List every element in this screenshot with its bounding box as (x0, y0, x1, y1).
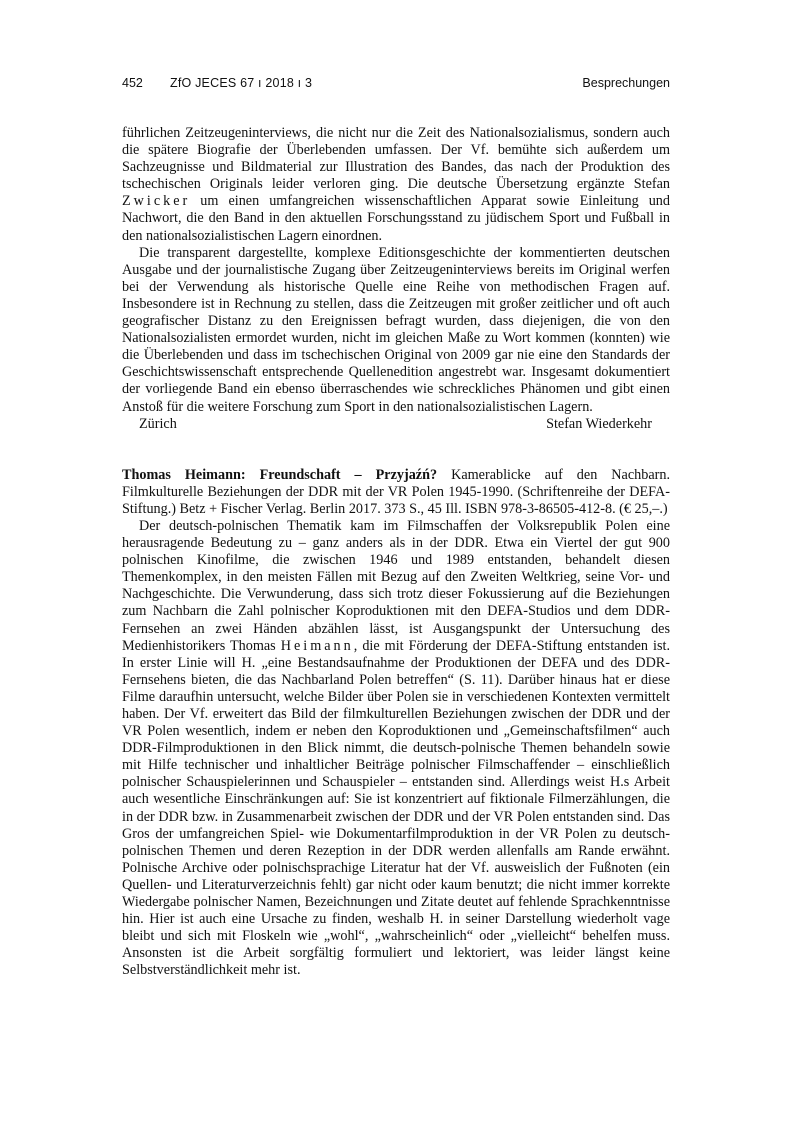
reviewer-name: Stefan Wiederkehr (546, 415, 652, 432)
paragraph: führlichen Zeitzeugeninterviews, die nicht nur die Zeit des Nationalsozialismus, sondern auch die spätere Biografie der Überlebenden umfassen. Der Vf. bemühte sich außerdem um Sachzeugnisse und Bildmaterial zur Illustration des Bandes, das nach der Produktion des tschechischen Originals leider verloren ging. Die deutsche Übersetzung ergänzte Stefan Zwicker um einen umfangreichen wissenschaftlichen Apparat sowie Einleitung und Nachwort, die den Band in den aktuellen Forschungsstand zu jüdischem Sport und Fußball in den nationalsozialistischen Lagern einordnen. (122, 125, 670, 244)
journal-name: ZfO JECES 67 ı 2018 ı 3 (170, 76, 313, 90)
review-citation (122, 467, 670, 518)
review-title: Thomas Heimann: Freundschaft – Przyjaźń? (122, 466, 438, 483)
section-title: Besprechungen (582, 76, 670, 90)
review-bibliographic-info: Kamerablicke auf den Nachbarn. Filmkulturelle Beziehungen der DDR mit der VR Polen 1945-1990. (Schriftenreihe der DEFA-Stiftung.) Betz + Fischer Verlag. Berlin 2017. 373 S., 45 Ill. ISBN 978-3-86505-412-8. (€ 25,–.) (122, 466, 670, 517)
paragraph: Die transparent dargestellte, komplexe Editionsgeschichte der kommentierten deutschen Ausgabe und der journalistische Zugang über Zeitzeugeninterviews bereits im Original werfen bei der Verwendung als historische Quelle eine Reihe von methodischen Fragen auf. Insbesondere ist in Rechnung zu stellen, dass die Zeitzeugen mit großer zeitlicher und oft auch geografischer Distanz zu den Ereignissen befragt wurden, dass diejenigen, die von den Nationalsozialisten ermordet wurden, nicht im gleichen Maße zu Wort kommen (konnten) wie die Überlebenden und dass im tschechischen Original von 2009 gar nie eine den Standards der Geschichtswissenschaft entsprechende Quellenedition angestrebt war. Insgesamt dokumentiert der vorliegende Band ein ebenso überraschendes wie schreckliches Phänomen und gibt einen Anstoß für die weitere Forschung zum Sport in den nationalsozialistischen Lagern. (122, 244, 670, 415)
reviewer-signature (122, 416, 670, 433)
spaced-name: Zwicker (122, 193, 191, 210)
spaced-name: Heimann (280, 637, 354, 654)
article-body (122, 125, 670, 980)
page-number: 452 (122, 76, 143, 90)
reviewer-place: Zürich (139, 415, 177, 432)
running-header (122, 76, 670, 92)
paragraph: Der deutsch-polnischen Thematik kam im Filmschaffen der Volksrepublik Polen eine herausragende Bedeutung zu – ganz anders als in der DDR. Etwa ein Viertel der gut 900 polnischen Kinofilme, die zwischen 1946 und 1989 entstanden, behandelt diesen Themenkomplex, in den meisten Fällen mit Bezug auf den Zweiten Weltkrieg, seine Vor- und Nachgeschichte. Die Verwunderung, dass sich trotz dieser Fokussierung auf die Beziehungen zum Nachbarn die Zahl polnischer Koproduktionen mit den DEFA-Studios und dem DDR-Fernsehen an zwei Händen abzählen lässt, ist Ausgangspunkt der Untersuchung des Medienhistorikers Thomas Heimann, die mit Förderung der DEFA-Stiftung entstanden ist. In erster Linie will H. „eine Bestandsaufnahme der Produktionen der DEFA und des DDR-Fernsehens bieten, die das Nachbarland Polen betreffen“ (S. 11). Darüber hinaus hat er diese Filme daraufhin untersucht, welche Bilder über Polen sie in verschiedenen Kontexten vermittelt haben. Der Vf. erweitert das Bild der filmkulturellen Beziehungen zwischen der DDR und der VR Polen wesentlich, indem er neben den Koproduktionen und „Gemeinschaftsfilmen“ auch DDR-Filmproduktionen in den Blick nimmt, die deutsch-polnische Themen behandeln sowie mit Hilfe technischer und inhaltlicher Beiträge polnischer Filmschaffender – einschließlich polnischer Schauspielerinnen und Schauspieler – entstanden sind. Allerdings weist H.s Arbeit auch wesentliche Einschränkungen auf: Sie ist konzentriert auf fiktionale Filmerzählungen, die in der DDR bzw. in Zusammenarbeit zwischen der DDR und der VR Polen entstanden sind. Das Gros der umfangreichen Spiel- wie Dokumentarfilmproduktion in der VR Polen zu deutsch-polnischen Themen und deren Rezeption in der DDR werden allenfalls am Rande erwähnt. Polnische Archive oder polnischsprachige Literatur hat der Vf. ausweislich der Fußnoten (ein Quellen- und Literaturverzeichnis fehlt) gar nicht oder kaum benutzt; die nicht immer korrekte Wiedergabe polnischer Namen, Bezeichnungen und Zitate deutet auf fehlende Sprachkenntnisse hin. Hier ist auch eine Ursache zu finden, weshalb H. in seiner Darstellung wiederholt vage bleibt und sich mit Floskeln wie „wohl“, „wahrscheinlich“ oder „vielleicht“ behelfen muss. Ansonsten ist die Arbeit sorgfältig formuliert und lektoriert, was leider längst keine Selbstverständlichkeit mehr ist. (122, 517, 670, 979)
